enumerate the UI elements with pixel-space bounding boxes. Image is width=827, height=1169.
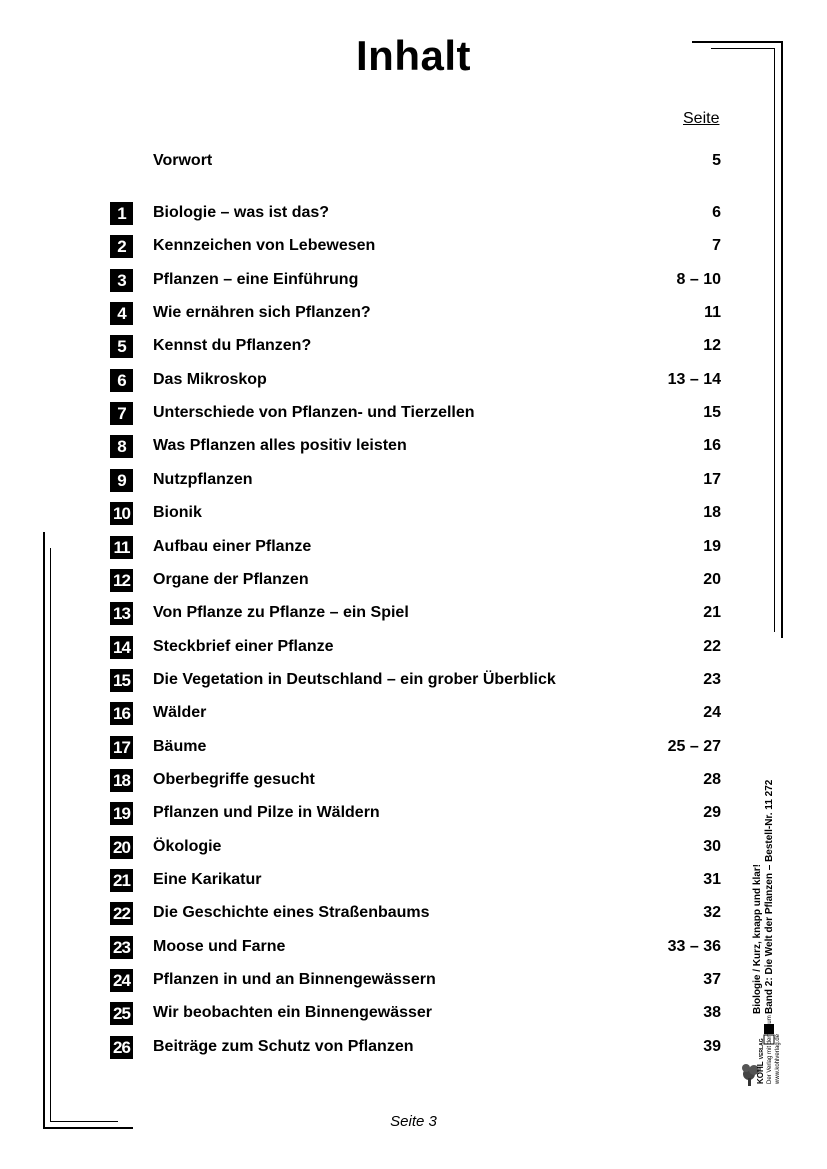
toc-entry: [110, 536, 721, 560]
toc-entry-label: Pflanzen – eine Einführung: [153, 271, 359, 288]
toc-entry-number: 8: [110, 435, 133, 458]
toc-entry-label: Steckbrief einer Pflanze: [153, 638, 334, 655]
toc-entry-number: 12: [110, 569, 133, 592]
publisher-text: [757, 1015, 782, 1084]
toc-entry-label: Moose und Farne: [153, 938, 286, 955]
toc-entry-number: 21: [110, 869, 133, 892]
toc-entry-page: 15: [703, 404, 721, 421]
toc-entry-label: Kennst du Pflanzen?: [153, 337, 312, 354]
toc-entry: [110, 936, 721, 960]
toc-entry-number: 18: [110, 769, 133, 792]
toc-entry-page: 21: [703, 604, 721, 621]
toc-preface-label: Vorwort: [153, 152, 213, 169]
toc-preface-page: 5: [712, 152, 721, 169]
toc-entry-number: 15: [110, 669, 133, 692]
toc-entry: [110, 502, 721, 526]
toc-entry-label: Wälder: [153, 704, 207, 721]
toc-entry-label: Wie ernähren sich Pflanzen?: [153, 304, 371, 321]
toc-entry-page: 37: [703, 971, 721, 988]
toc-entry-page: 23: [703, 671, 721, 688]
toc-entry-label: Nutzpflanzen: [153, 471, 253, 488]
toc-entry: [110, 669, 721, 693]
toc-entry: [110, 802, 721, 826]
toc-entry-number: 14: [110, 636, 133, 659]
toc-entry-number: 25: [110, 1002, 133, 1025]
toc-entry-label: Unterschiede von Pflanzen- und Tierzellen: [153, 404, 475, 421]
toc-entry-label: Die Vegetation in Deutschland – ein grober Überblick: [153, 671, 556, 688]
side-info: [752, 780, 776, 1014]
toc-entry-number: 26: [110, 1036, 133, 1059]
toc-entry: [110, 636, 721, 660]
toc-entry-label: Biologie – was ist das?: [153, 204, 330, 221]
toc-entry-number: 11: [110, 536, 133, 559]
toc-entry-page: 32: [703, 904, 721, 921]
toc-entry-label: Kennzeichen von Lebewesen: [153, 237, 376, 254]
toc-entry-page: 11: [704, 304, 721, 321]
toc-entry: [110, 1036, 721, 1060]
toc-entry-label: Die Geschichte eines Straßenbaums: [153, 904, 430, 921]
toc-entry: [110, 1002, 721, 1026]
toc-entry-number: 3: [110, 269, 133, 292]
toc-entry-page: 6: [712, 204, 721, 221]
toc-entry-number: 24: [110, 969, 133, 992]
toc-entry-label: Pflanzen in und an Binnengewässern: [153, 971, 436, 988]
toc-entry-page: 25 – 27: [667, 738, 721, 755]
toc-entry-number: 5: [110, 335, 133, 358]
toc-entry: [110, 902, 721, 926]
toc-entry: [110, 869, 721, 893]
toc-entry-label: Was Pflanzen alles positiv leisten: [153, 437, 407, 454]
toc-entry: [110, 202, 721, 226]
toc-entry-number: 13: [110, 602, 133, 625]
toc-entry-number: 23: [110, 936, 133, 959]
frame-top-right-outer: [692, 41, 783, 43]
toc-entry-number: 16: [110, 702, 133, 725]
toc-entry: [110, 836, 721, 860]
toc-entry-number: 1: [110, 202, 133, 225]
toc-entry-number: 7: [110, 402, 133, 425]
toc-entry-label: Beiträge zum Schutz von Pflanzen: [153, 1038, 414, 1055]
toc-entry: [110, 769, 721, 793]
toc-entry-page: 29: [703, 804, 721, 821]
toc-entry-page: 38: [703, 1004, 721, 1021]
toc-entry: [110, 469, 721, 493]
toc-entry-label: Das Mikroskop: [153, 371, 267, 388]
toc-entry-number: 19: [110, 802, 133, 825]
publisher-slogan: Der Verlag mit dem Baum: [767, 1015, 773, 1084]
side-info-line2: Band 2: Die Welt der Pflanzen – Bestell-Nr. 11 272: [764, 779, 775, 1014]
toc-entry-label: Oberbegriffe gesucht: [153, 771, 315, 788]
toc-entry-page: 12: [703, 337, 721, 354]
toc-entry-page: 16: [703, 437, 721, 454]
frame-left-inner: [50, 548, 51, 1122]
frame-top-right-inner: [711, 48, 775, 49]
toc-entry-label: Organe der Pflanzen: [153, 571, 309, 588]
page-column-header: Seite: [683, 110, 720, 127]
toc-entry: [110, 302, 721, 326]
toc-entry: [110, 369, 721, 393]
toc-entry-label: Ökologie: [153, 838, 222, 855]
toc-entry-page: 39: [703, 1038, 721, 1055]
toc-entry-page: 22: [703, 638, 721, 655]
toc-entry: [110, 269, 721, 293]
toc-entry-number: 4: [110, 302, 133, 325]
toc-entry-number: 2: [110, 235, 133, 258]
toc-entry-number: 9: [110, 469, 133, 492]
side-info-line1: Biologie / Kurz, knapp und klar!: [752, 863, 763, 1014]
toc-entry-number: 22: [110, 902, 133, 925]
frame-right-outer: [781, 41, 783, 638]
toc-entry-page: 24: [703, 704, 721, 721]
toc-entry: [110, 569, 721, 593]
footer-page-number: Seite 3: [390, 1113, 437, 1130]
toc-entry-page: 30: [703, 838, 721, 855]
publisher-url: www.kohlverlag.de: [775, 1033, 781, 1084]
toc-entry-page: 13 – 14: [667, 371, 721, 388]
toc-entry-page: 7: [712, 237, 721, 254]
toc-entry-page: 8 – 10: [676, 271, 721, 288]
toc-entry-label: Pflanzen und Pilze in Wäldern: [153, 804, 380, 821]
toc-entry-number: 20: [110, 836, 133, 859]
page-title: Inhalt: [356, 32, 471, 79]
toc-entry: [110, 702, 721, 726]
toc-entry-page: 31: [703, 871, 721, 888]
toc-entry-page: 19: [703, 538, 721, 555]
toc-entry-page: 17: [703, 471, 721, 488]
toc-entry-label: Aufbau einer Pflanze: [153, 538, 312, 555]
toc-entry: [110, 402, 721, 426]
toc-entry-label: Bäume: [153, 738, 207, 755]
toc-entry-page: 28: [703, 771, 721, 788]
toc-entry-page: 20: [703, 571, 721, 588]
toc-entry-page: 18: [703, 504, 721, 521]
toc-entry-page: 33 – 36: [667, 938, 721, 955]
toc-entry: [110, 736, 721, 760]
toc-entry-label: Eine Karikatur: [153, 871, 262, 888]
frame-right-inner: [774, 48, 775, 632]
publisher-name: KOHL VERLAG: [756, 1038, 765, 1084]
toc-entry-number: 17: [110, 736, 133, 759]
toc-entry-label: Von Pflanze zu Pflanze – ein Spiel: [153, 604, 409, 621]
toc-entry-label: Wir beobachten ein Binnengewässer: [153, 1004, 433, 1021]
toc-entry-number: 6: [110, 369, 133, 392]
toc-entry: [110, 335, 721, 359]
frame-left-outer: [43, 532, 45, 1129]
toc-entry: [110, 602, 721, 626]
toc-entry-label: Bionik: [153, 504, 202, 521]
toc-entry-number: 10: [110, 502, 133, 525]
toc-entry: [110, 235, 721, 259]
toc-entry: [110, 969, 721, 993]
toc-entry: [110, 435, 721, 459]
toc-preface: [110, 150, 721, 174]
